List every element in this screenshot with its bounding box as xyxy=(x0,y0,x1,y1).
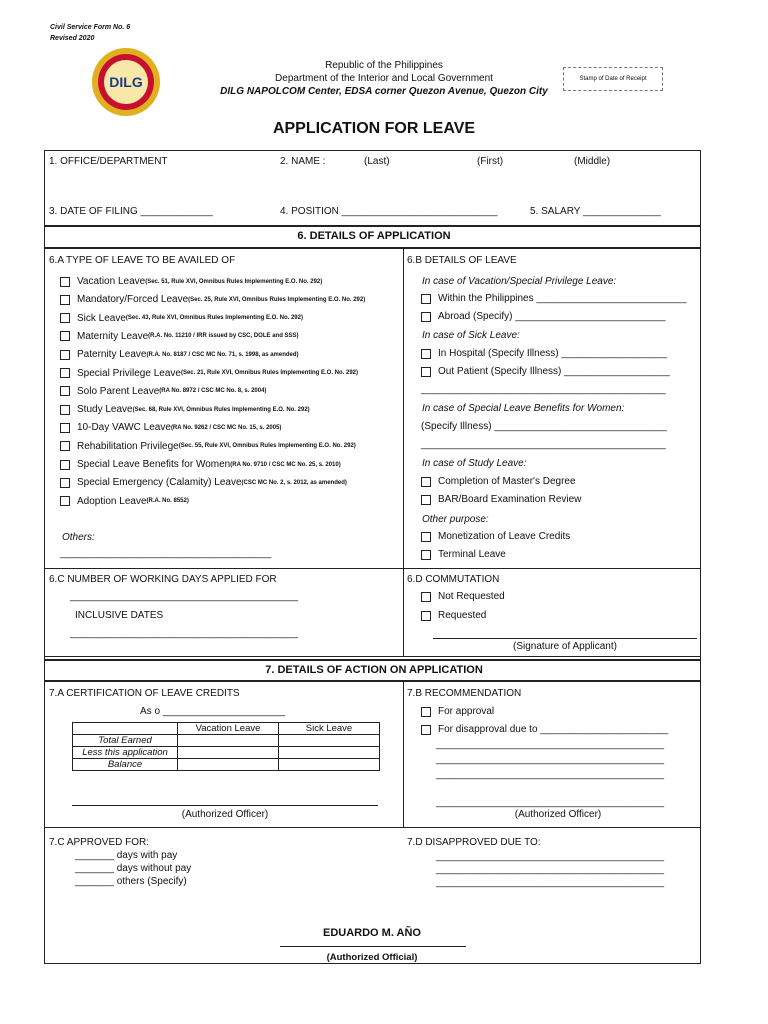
cell-vacation-balance[interactable] xyxy=(178,759,279,771)
row-less-application: Less this application xyxy=(73,747,178,759)
leave-type-option[interactable] xyxy=(60,386,266,397)
leave-type-checkbox[interactable] xyxy=(60,386,70,396)
requested-option[interactable]: Requested xyxy=(421,610,486,621)
leave-type-legal-basis: (Sec. 25, Rule XVI, Omnibus Rules Implementing E.O. No. 292) xyxy=(188,296,366,303)
leave-type-option[interactable] xyxy=(60,313,303,324)
study-heading: In case of Study Leave: xyxy=(422,458,527,469)
section-6c-title: 6.C NUMBER OF WORKING DAYS APPLIED FOR xyxy=(49,574,277,585)
table-row xyxy=(73,735,380,747)
leave-type-label: Maternity Leave xyxy=(77,330,149,342)
for-disapproval-option[interactable]: For disapproval due to _______________________ xyxy=(421,724,668,735)
form-number: Civil Service Form No. 6 xyxy=(50,24,131,31)
leave-type-label: Rehabilitation Privilege xyxy=(77,440,179,452)
for-disapproval-checkbox[interactable] xyxy=(421,725,431,735)
leave-type-legal-basis: (Sec. 51, Rule XVI, Omnibus Rules Implementing E.O. No. 292) xyxy=(145,278,323,285)
section-6a-title: 6.A TYPE OF LEAVE TO BE AVAILED OF xyxy=(49,255,236,266)
for-approval-option[interactable]: For approval xyxy=(421,706,494,717)
leave-type-option[interactable] xyxy=(60,276,322,287)
leave-type-option[interactable] xyxy=(60,294,365,305)
cell-sick-total[interactable] xyxy=(279,735,380,747)
out-patient-option[interactable]: Out Patient (Specify Illness) ___________________ xyxy=(421,366,670,377)
leave-type-checkbox[interactable] xyxy=(60,460,70,470)
cell-vacation-less[interactable] xyxy=(178,747,279,759)
leave-type-label: Special Emergency (Calamity) Leave xyxy=(77,477,242,489)
section-7c-title: 7.C APPROVED FOR: xyxy=(49,837,150,848)
leave-type-checkbox[interactable] xyxy=(60,313,70,323)
leave-type-legal-basis: (R.A. No. 11210 / IRR issued by CSC, DOLE and SSS) xyxy=(148,333,299,340)
leave-type-label: Paternity Leave xyxy=(77,349,147,361)
row-balance: Balance xyxy=(73,759,178,771)
leave-type-checkbox[interactable] xyxy=(60,277,70,287)
leave-type-label: Special Leave Benefits for Women xyxy=(77,459,231,470)
as-of-field[interactable]: As o ______________________ xyxy=(140,706,286,717)
header-address: DILG NAPOLCOM Center, EDSA corner Quezon Avenue, Quezon City xyxy=(220,86,548,97)
terminal-leave-checkbox[interactable] xyxy=(421,550,431,560)
others-specify-field[interactable]: _______ others (Specify) xyxy=(75,876,187,887)
leave-type-legal-basis: (R.A. No. 8187 / CSC MC No. 71, s. 1998, as amended) xyxy=(146,351,299,358)
leave-type-checkbox[interactable] xyxy=(60,496,70,506)
leave-type-label: Special Privilege Leave xyxy=(77,367,181,379)
abroad-checkbox[interactable] xyxy=(421,312,431,322)
women-specify-field[interactable]: (Specify Illness) _______________________________ xyxy=(421,421,667,432)
table-row xyxy=(73,747,380,759)
leave-type-checkbox[interactable] xyxy=(60,478,70,488)
leave-type-option[interactable] xyxy=(60,459,341,470)
stamp-date-receipt-box: Stamp of Date of Receipt xyxy=(563,67,663,91)
within-philippines-checkbox[interactable] xyxy=(421,294,431,304)
leave-type-legal-basis: (RA No. 9262 / CSC MC No. 15, s. 2005) xyxy=(170,424,282,431)
leave-type-option[interactable] xyxy=(60,422,281,433)
not-requested-option[interactable]: Not Requested xyxy=(421,591,505,602)
sick-extra-line[interactable]: ____________________________________________ xyxy=(421,384,666,395)
leave-type-checkbox[interactable] xyxy=(60,405,70,415)
authorized-officer-label-7b: (Authorized Officer) xyxy=(514,809,602,820)
leave-type-option[interactable] xyxy=(60,404,310,415)
inclusive-dates-line[interactable]: _________________________________________ xyxy=(70,628,299,639)
authorized-officer-label-7a: (Authorized Officer) xyxy=(181,809,269,820)
table-header-row xyxy=(73,723,380,735)
leave-type-option[interactable] xyxy=(60,368,358,379)
leave-type-option[interactable] xyxy=(60,477,347,488)
leave-type-legal-basis: (CSC MC No. 2, s. 2012, as amended) xyxy=(241,479,347,486)
monetization-option[interactable]: Monetization of Leave Credits xyxy=(421,531,570,542)
bar-review-checkbox[interactable] xyxy=(421,495,431,505)
vacation-heading: In case of Vacation/Special Privilege Leave: xyxy=(422,276,617,287)
recommendation-line[interactable]: _________________________________________ xyxy=(436,754,665,765)
days-without-pay-field[interactable]: _______ days without pay xyxy=(75,863,192,874)
name-label: 2. NAME : xyxy=(280,156,326,167)
abroad-option[interactable]: Abroad (Specify) ___________________________ xyxy=(421,311,665,322)
leave-type-option[interactable] xyxy=(60,441,356,452)
dilg-logo-text: DILG xyxy=(104,60,148,104)
row-total-earned: Total Earned xyxy=(73,735,178,747)
leave-type-label: Vacation Leave xyxy=(77,276,146,287)
in-hospital-option[interactable]: In Hospital (Specify Illness) ___________________ xyxy=(421,348,667,359)
section-7d-title: 7.D DISAPPROVED DUE TO: xyxy=(407,837,541,848)
table-header-sick: Sick Leave xyxy=(279,723,380,735)
leave-type-checkbox[interactable] xyxy=(60,368,70,378)
section-7-title: 7. DETAILS OF ACTION ON APPLICATION xyxy=(265,664,483,676)
leave-type-label: Study Leave xyxy=(77,404,133,416)
leave-type-checkbox[interactable] xyxy=(60,423,70,433)
leave-type-label: Solo Parent Leave xyxy=(77,385,160,397)
official-name: EDUARDO M. AÑO xyxy=(323,927,421,939)
office-label: 1. OFFICE/DEPARTMENT xyxy=(49,156,168,167)
in-hospital-checkbox[interactable] xyxy=(421,349,431,359)
cell-vacation-total[interactable] xyxy=(178,735,279,747)
others-line[interactable]: ______________________________________ xyxy=(60,548,272,559)
masters-option[interactable]: Completion of Master's Degree xyxy=(421,476,576,487)
leave-type-legal-basis: (Sec. 43, Rule XVI, Omnibus Rules Implementing E.O. No. 292) xyxy=(125,315,303,322)
leave-type-legal-basis: (R.A. No. 8552) xyxy=(146,498,189,505)
header-republic: Republic of the Philippines xyxy=(325,60,443,71)
days-with-pay-field[interactable]: _______ days with pay xyxy=(75,850,178,861)
section-6d-title: 6.D COMMUTATION xyxy=(407,574,500,585)
cell-sick-less[interactable] xyxy=(279,747,380,759)
within-philippines-option[interactable]: Within the Philippines ___________________________ xyxy=(421,293,687,304)
header-department: Department of the Interior and Local Government xyxy=(275,73,493,84)
form-revision: Revised 2020 xyxy=(50,35,95,42)
others-label: Others: xyxy=(62,532,95,543)
disapproved-line[interactable]: _________________________________________ xyxy=(436,851,665,862)
leave-type-label: 10-Day VAWC Leave xyxy=(77,422,171,434)
table-header-cell xyxy=(73,723,178,735)
women-extra-line[interactable]: ____________________________________________ xyxy=(421,439,666,450)
recommendation-line[interactable]: _________________________________________ xyxy=(436,739,665,750)
table-row xyxy=(73,759,380,771)
leave-type-option[interactable] xyxy=(60,496,189,507)
leave-type-checkbox[interactable] xyxy=(60,350,70,360)
leave-type-legal-basis: (Sec. 21, Rule XVI, Omnibus Rules Implementing E.O. No. 292) xyxy=(180,370,358,376)
monetization-checkbox[interactable] xyxy=(421,532,431,542)
leave-type-option[interactable] xyxy=(60,349,299,360)
leave-type-label: Adoption Leave xyxy=(77,495,147,507)
page-title: APPLICATION FOR LEAVE xyxy=(272,120,476,137)
leave-type-legal-basis: (Sec. 68, Rule XVI, Omnibus Rules Implementing E.O. No. 292) xyxy=(132,406,310,413)
leave-type-checkbox[interactable] xyxy=(60,441,70,451)
disapproved-line[interactable]: _________________________________________ xyxy=(436,864,665,875)
leave-type-checkbox[interactable] xyxy=(60,331,70,341)
leave-type-option[interactable] xyxy=(60,331,299,342)
recommendation-signature-line[interactable]: _________________________________________ xyxy=(436,797,665,808)
leave-type-label: Sick Leave xyxy=(77,312,126,324)
name-middle-label: (Middle) xyxy=(574,156,611,167)
leave-type-checkbox[interactable] xyxy=(60,295,70,305)
requested-checkbox[interactable] xyxy=(421,611,431,621)
leave-type-legal-basis: (RA No. 9710 / CSC MC No. 25, s. 2010) xyxy=(230,461,341,468)
applicant-signature-label: (Signature of Applicant) xyxy=(513,641,617,652)
cell-sick-balance[interactable] xyxy=(279,759,380,771)
other-purpose-heading: Other purpose: xyxy=(422,514,489,525)
official-title: (Authorized Official) xyxy=(326,952,418,963)
working-days-line[interactable]: _________________________________________ xyxy=(70,591,299,602)
leave-type-legal-basis: (Sec. 55, Rule XVI, Omnibus Rules Implementing E.O. No. 292) xyxy=(178,443,356,450)
name-last-label: (Last) xyxy=(364,156,390,167)
women-heading: In case of Special Leave Benefits for Women: xyxy=(422,403,625,414)
section-6-title: 6. DETAILS OF APPLICATION xyxy=(297,230,451,242)
position-field[interactable]: 4. POSITION ____________________________ xyxy=(280,206,498,217)
leave-type-legal-basis: (RA No. 8972 / CSC MC No. 8, s. 2004) xyxy=(159,388,267,395)
name-first-label: (First) xyxy=(477,156,504,167)
salary-field[interactable]: 5. SALARY ______________ xyxy=(530,206,661,217)
section-7b-title: 7.B RECOMMENDATION xyxy=(407,688,522,699)
terminal-leave-option[interactable]: Terminal Leave xyxy=(421,549,506,560)
out-patient-checkbox[interactable] xyxy=(421,367,431,377)
section-6b-title: 6.B DETAILS OF LEAVE xyxy=(407,255,517,266)
for-approval-checkbox[interactable] xyxy=(421,707,431,717)
date-of-filing-field[interactable]: 3. DATE OF FILING _____________ xyxy=(49,206,213,217)
not-requested-checkbox[interactable] xyxy=(421,592,431,602)
leave-credits-table xyxy=(72,722,380,771)
inclusive-dates-label: INCLUSIVE DATES xyxy=(75,610,164,621)
sick-heading: In case of Sick Leave: xyxy=(422,330,520,341)
disapproved-line[interactable]: _________________________________________ xyxy=(436,877,665,888)
section-7a-title: 7.A CERTIFICATION OF LEAVE CREDITS xyxy=(49,688,240,699)
table-header-vacation: Vacation Leave xyxy=(178,723,279,735)
recommendation-line[interactable]: _________________________________________ xyxy=(436,769,665,780)
bar-review-option[interactable]: BAR/Board Examination Review xyxy=(421,494,581,505)
leave-type-label: Mandatory/Forced Leave xyxy=(77,294,189,306)
masters-checkbox[interactable] xyxy=(421,477,431,487)
